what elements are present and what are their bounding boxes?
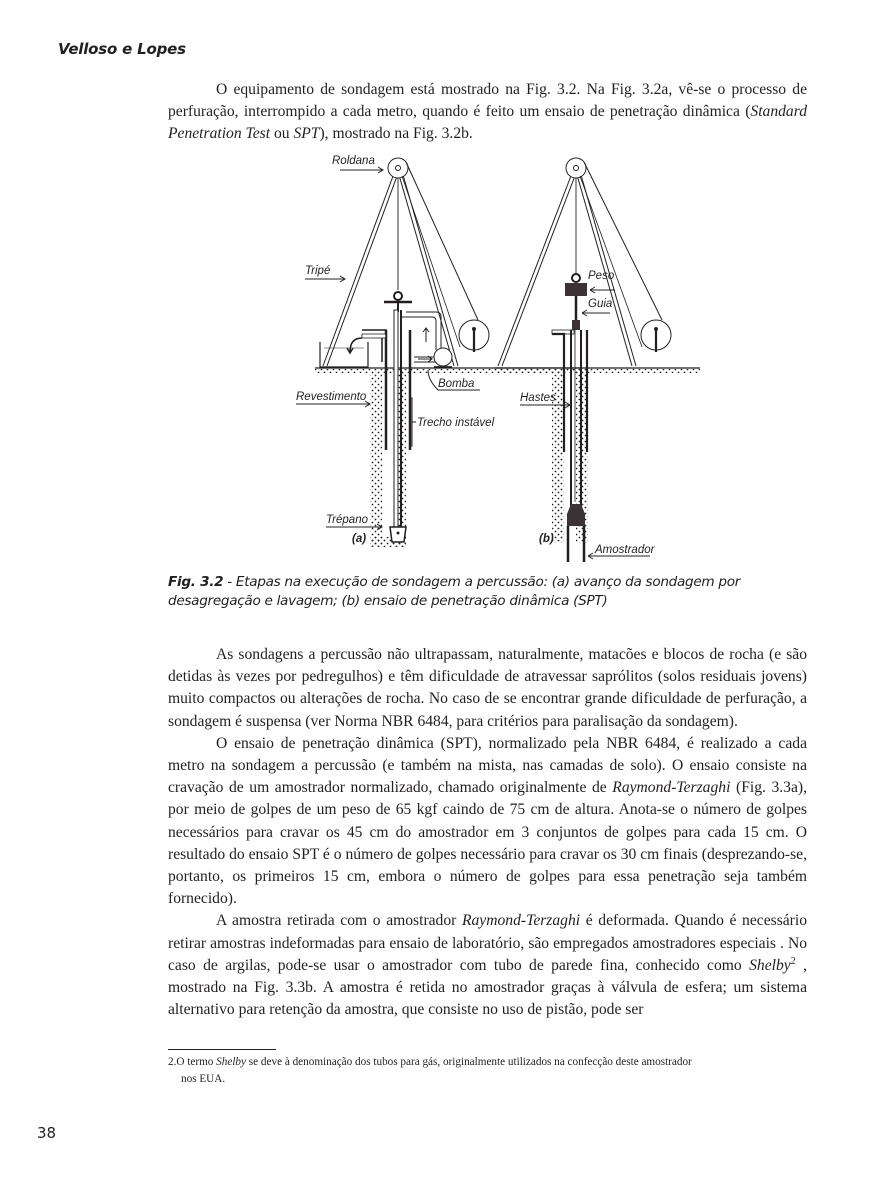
- label-trecho-instavel: Trecho instável: [417, 417, 495, 429]
- label-guia: Guia: [588, 298, 613, 310]
- label-roldana: Roldana: [332, 155, 375, 167]
- label-bomba: Bomba: [438, 378, 475, 390]
- panel-b-spt: [495, 158, 700, 562]
- footnote-number: 2.: [168, 1056, 177, 1068]
- text-run: A amostra retirada com o amostrador: [216, 912, 462, 930]
- label-revestimento: Revestimento: [296, 391, 367, 403]
- text-run: O ensaio de penetração dinâmica (SPT), normalizado pela NBR 6484, é realizado a cada metro na sondagem a percussão (e também na mista, nas camadas de solo). O ensaio consiste na cravação de um amostrador normalizado, chamado originalmente de: [168, 734, 807, 797]
- italic-term: Shelby: [749, 956, 791, 974]
- text-run: , mostrado na Fig. 3.3b. A amostra é retida no amostrador graças à válvula de esfera; um sistema alternativo para retenção da amostra, que consiste no uso de pistão, pode ser: [168, 956, 808, 1019]
- label-hastes: Hastes: [520, 392, 556, 404]
- text-run: se deve à denominação dos tubos para gás, originalmente utilizados na confecção deste amostrador: [246, 1056, 692, 1068]
- intro-paragraph-block: [168, 79, 807, 146]
- text-run: ), mostrado na Fig. 3.2b.: [319, 125, 473, 143]
- caption-text: - Etapas na execução de sondagem a percussão: (a) avanço da sondagem por desagregação e lavagem; (b) ensaio de penetração dinâmica (SPT): [168, 574, 741, 609]
- italic-term: Raymond-Terzaghi: [612, 779, 731, 797]
- text-run: é deformada. Quando é necessário retirar amostras indeformadas para ensaio de laboratório, são empregados amostradores especiais . No caso de argilas, pode-se usar o amostrador com tubo de parede fina, conhecido como: [168, 912, 808, 974]
- paragraph-4: [168, 910, 807, 1021]
- text-run: O equipamento de sondagem está mostrado na Fig. 3.2. Na Fig. 3.2a, vê-se o processo de perfuração, interrompido a cada metro, quando é feito um ensaio de penetração dinâmica (: [168, 81, 807, 121]
- footnote-reference[interactable]: 2: [790, 955, 796, 967]
- text-run: O termo: [176, 1056, 217, 1068]
- figure-3-2-drilling-diagram: [290, 152, 710, 562]
- caption-figure-label: Fig. 3.2: [168, 574, 224, 590]
- footnote-2: [168, 1054, 807, 1088]
- running-head: Velloso e Lopes: [58, 40, 186, 58]
- label-trepano: Trépano: [326, 514, 368, 526]
- paragraph-3: [168, 733, 807, 911]
- text-run: ou: [270, 125, 294, 143]
- paragraph-intro: [168, 79, 807, 146]
- italic-term: Shelby: [216, 1056, 246, 1068]
- footnote-divider: [168, 1049, 276, 1050]
- paragraph-2: As sondagens a percussão não ultrapassam, naturalmente, matacões e blocos de rocha (e são detidas às vezes por pedregulhos) e têm dificuldade de atravessar saprólitos (solos residuais jovens) muito compactos ou alterações de rocha. No caso de se encontrar grande dificuldade de perfuração, a sondagem é suspensa (ver Norma NBR 6484, para critérios para paralisação da sondagem).: [168, 646, 807, 730]
- main-text-block: [168, 644, 807, 1021]
- panel-a-drilling: [296, 155, 580, 547]
- italic-term: Standard Penetration Test: [168, 103, 807, 143]
- page-number: 38: [37, 1124, 57, 1142]
- label-tripe: Tripé: [305, 265, 331, 277]
- footnote-continuation: nos EUA.: [181, 1073, 226, 1085]
- italic-term: SPT: [293, 125, 320, 143]
- label-panel-a: (a): [352, 533, 367, 545]
- figure-caption: [168, 573, 768, 611]
- label-panel-b: (b): [539, 533, 554, 545]
- label-peso: Peso: [588, 270, 615, 282]
- label-amostrador: Amostrador: [595, 544, 655, 556]
- text-run: (Fig. 3.3a), por meio de golpes de um peso de 65 kgf caindo de 75 cm de altura. Anota-se o número de golpes necessários para cravar os 45 cm do amostrador em 3 conjuntos de golpes para cada 15 cm. O resultado do ensaio SPT é o número de golpes necessário para cravar os 30 cm finais (desprezando-se, portanto, os primeiros 15 cm, embora o número de golpes para essa penetração seja também fornecido).: [168, 779, 807, 908]
- italic-term: Raymond-Terzaghi: [461, 912, 581, 930]
